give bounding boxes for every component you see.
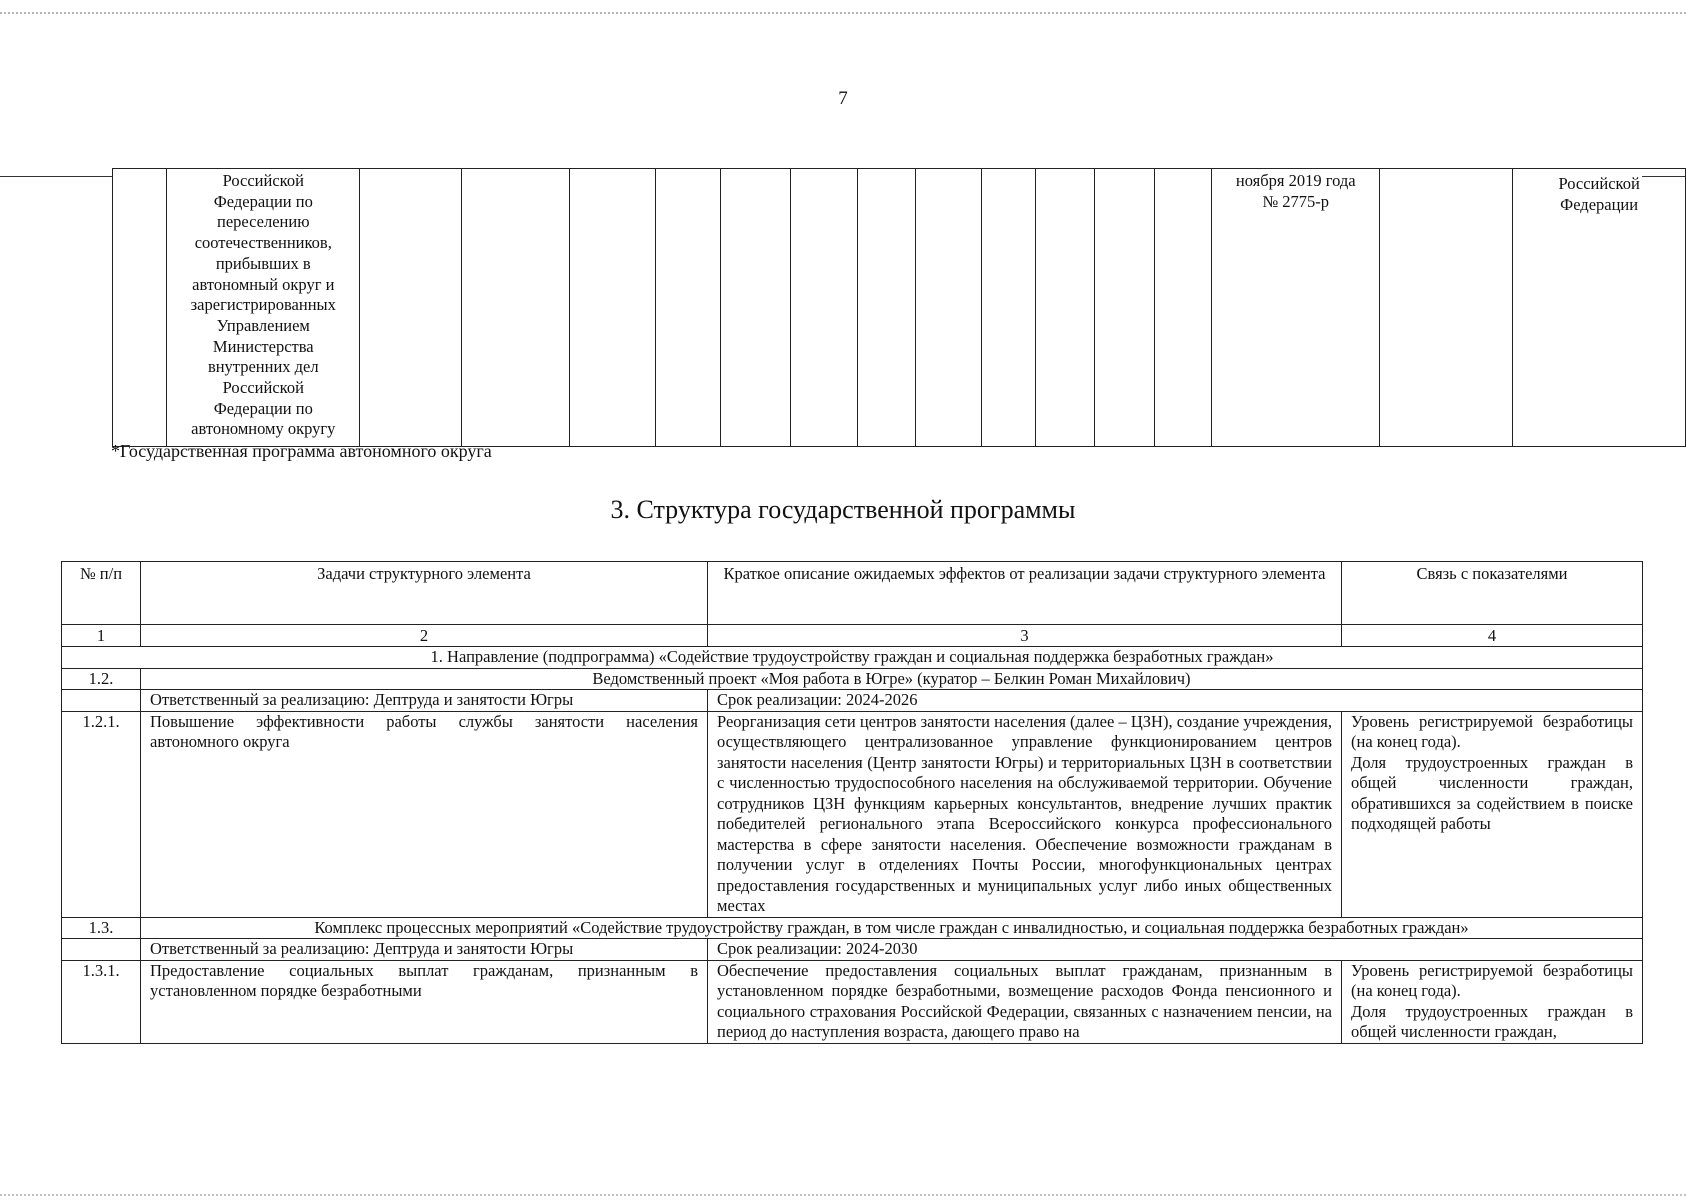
top-cell-9: [857, 169, 915, 447]
direction-row: [62, 647, 1643, 669]
top-cell-1: [113, 169, 167, 447]
top-cell-2-line: Российской: [222, 171, 304, 190]
task-text: Предоставление социальных выплат гражданам, признанным в установленном порядке безработными: [141, 960, 708, 1043]
top-cell-10: [915, 169, 981, 447]
top-cell-13: [1095, 169, 1155, 447]
indicator-links: [1342, 960, 1643, 1043]
column-number: 2: [141, 625, 708, 647]
header-no: № п/п: [62, 562, 141, 625]
scan-rule-left: [0, 176, 112, 177]
column-number: 1: [62, 625, 141, 647]
top-cell-3: [360, 169, 461, 447]
effect-text: Обеспечение предоставления социальных выплат гражданам, признанным в установленном порядке безработными, возмещение расходов Фонда пенсионного и социального страхования Российской Федерации, связанных с назначением пенсии, на период до наступления возраста, дающего право на: [708, 960, 1342, 1043]
top-cell-2-line: Российской: [222, 378, 304, 398]
column-number: 3: [708, 625, 1342, 647]
task-number: 1.3.1.: [62, 960, 141, 1043]
top-cell-2-line: внутренних дел: [207, 357, 319, 377]
top-cell-2-line: Федерации по: [213, 398, 313, 418]
top-cell-2-line: автономному округу: [191, 419, 336, 439]
complex-number: 1.3.: [62, 917, 141, 939]
top-cell-16: [1380, 169, 1513, 447]
top-cell-2: [167, 169, 360, 447]
scan-edge-top: [0, 12, 1686, 14]
header-row: [62, 562, 1643, 625]
indicator-line: Уровень регистрируемой безработицы (на конец года).: [1351, 711, 1633, 751]
column-number: 4: [1342, 625, 1643, 647]
top-cell-17-line: Российской: [1558, 174, 1640, 193]
top-cell-2-line: зарегистрированных: [190, 295, 336, 315]
empty-cell: [62, 690, 141, 712]
header-link: Связь с показателями: [1342, 562, 1643, 625]
direction-title: 1. Направление (подпрограмма) «Содействие трудоустройству граждан и социальная поддержка безработных граждан»: [62, 647, 1643, 669]
top-cell-5: [570, 169, 656, 447]
complex-row: [62, 917, 1643, 939]
top-cell-2-line: автономный округ и: [192, 274, 335, 294]
structure-table: [61, 561, 1643, 1044]
task-text: Повышение эффективности работы службы занятости населения автономного округа: [141, 711, 708, 917]
top-cell-15: [1212, 169, 1380, 447]
complex-meta-row: [62, 939, 1643, 961]
top-cell-2-line: Федерации по: [213, 191, 313, 211]
complex-responsible: Ответственный за реализацию: Дептруда и занятости Югры: [141, 939, 708, 961]
header-effects: Краткое описание ожидаемых эффектов от реализации задачи структурного элемента: [708, 562, 1342, 625]
project-responsible: Ответственный за реализацию: Дептруда и занятости Югры: [141, 690, 708, 712]
project-row: [62, 668, 1643, 690]
project-number: 1.2.: [62, 668, 141, 690]
footnote: *Государственная программа автономного округа: [111, 441, 492, 461]
top-continuation-table: [112, 168, 1686, 447]
complex-title: Комплекс процессных мероприятий «Содействие трудоустройству граждан, в том числе граждан с инвалидностью, и социальная поддержка безработных граждан»: [141, 917, 1643, 939]
indicator-line: Доля трудоустроенных граждан в общей численности граждан, обратившихся за содействием в поиске подходящей работы: [1351, 752, 1633, 833]
top-cell-17: [1513, 169, 1686, 447]
top-cell-15-line: ноября 2019 года: [1235, 171, 1356, 190]
section-title: 3. Структура государственной программы: [610, 495, 1076, 524]
complex-term: Срок реализации: 2024-2030: [708, 939, 1643, 961]
indicator-line: Доля трудоустроенных граждан в общей численности граждан,: [1351, 1001, 1633, 1041]
top-cell-4: [461, 169, 569, 447]
top-cell-8: [790, 169, 857, 447]
top-cell-2-line: Управлением: [216, 315, 310, 335]
project-term: Срок реализации: 2024-2026: [708, 690, 1643, 712]
task-row-1-2-1: [62, 711, 1643, 917]
top-cell-2-line: Министерства: [212, 336, 314, 356]
top-cell-14: [1155, 169, 1212, 447]
top-cell-12: [1035, 169, 1094, 447]
top-cell-11: [981, 169, 1035, 447]
project-meta-row: [62, 690, 1643, 712]
scan-edge-bottom: [0, 1194, 1686, 1196]
top-cell-2-line: прибывших в: [215, 253, 311, 273]
task-row-1-3-1: [62, 960, 1643, 1043]
indicator-line: Уровень регистрируемой безработицы (на конец года).: [1351, 960, 1633, 1000]
task-number: 1.2.1.: [62, 711, 141, 917]
column-number-row: [62, 625, 1643, 647]
project-title: Ведомственный проект «Моя работа в Югре» (куратор – Белкин Роман Михайлович): [141, 668, 1643, 690]
effect-text: Реорганизация сети центров занятости населения (далее – ЦЗН), создание учреждения, осуществляющего централизованное управление функционированием центров занятости населения (Центр занятости Югры) и территориальных ЦЗН в соответствии с численностью трудоспособного населения на обслуживаемой территории. Обучение сотрудников ЦЗН функциям карьерных консультантов, внедрение лучших практик победителей регионального этапа Всероссийского конкурса профессионального мастерства в сфере занятости населения. Обеспечение возможности гражданам в получении услуг в отделениях Почты России, многофункциональных центрах предоставления государственных и муниципальных услуг либо иных общественных местах: [708, 711, 1342, 917]
top-cell-17-line: Федерации: [1560, 194, 1639, 214]
top-table-row: [113, 169, 1686, 447]
top-cell-6: [655, 169, 720, 447]
header-tasks: Задачи структурного элемента: [141, 562, 708, 625]
page-number: 7: [838, 88, 848, 109]
top-cell-2-line: переселению: [217, 212, 310, 232]
top-cell-7: [720, 169, 790, 447]
empty-cell: [62, 939, 141, 961]
indicator-links: [1342, 711, 1643, 917]
top-cell-2-line: соотечественников,: [194, 233, 332, 253]
top-cell-15-line: № 2775-р: [1262, 191, 1330, 211]
